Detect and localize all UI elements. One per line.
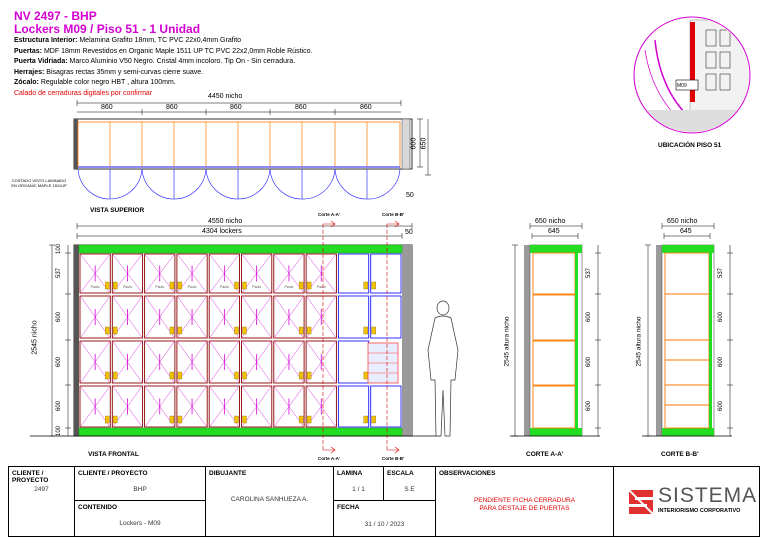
brand-tagline: INTERIORISMO CORPORATIVO — [658, 508, 741, 514]
section-a-inner-dim: 645 — [548, 228, 560, 235]
digital-lock-icon — [372, 327, 376, 334]
project-code-cell: CLIENTE / PROYECTO 2497 — [9, 467, 75, 536]
digital-lock-icon — [113, 282, 117, 289]
sheet-cell: LAMINA 1 / 1 — [334, 467, 384, 501]
location-tag: M09 — [677, 83, 687, 89]
door-tag-label: Paulo — [90, 285, 100, 289]
spec-line: Estructura Interior: Melamina Grafito 18mm, TC PVC 22x0,4mm Grafito — [14, 37, 242, 44]
section-b-row-dim: 537 — [718, 267, 725, 279]
cut-a-marker-bottom: Corte A-A' — [318, 456, 340, 461]
front-gap-dim: 50 — [405, 229, 413, 236]
section-a-width-dim: 650 nicho — [535, 218, 566, 225]
digital-lock-icon — [307, 282, 311, 289]
digital-lock-icon — [243, 416, 247, 423]
front-row-dim: 100 — [56, 425, 63, 437]
section-b-height-dim: 2545 altura nicho — [635, 316, 643, 367]
digital-lock-icon — [299, 372, 303, 379]
digital-lock-icon — [364, 327, 368, 334]
section-a-row-dim: 537 — [586, 267, 593, 279]
spec-line: Zócalo: Regulable color negro HBT , altura 100mm. — [14, 79, 176, 86]
digital-lock-icon — [178, 416, 182, 423]
cut-b-marker-bottom: Corte B-B' — [382, 456, 405, 461]
section-a-row-dim: 600 — [586, 311, 593, 323]
title-block — [8, 466, 760, 537]
section-a-row-dim: 600 — [586, 356, 593, 368]
digital-lock-icon — [170, 282, 174, 289]
section-b-width-dim: 650 nicho — [667, 218, 698, 225]
scale-cell: ESCALA S.E — [384, 467, 436, 501]
digital-lock-icon — [235, 416, 239, 423]
plan-view — [74, 100, 431, 199]
plan-view-title: VISTA SUPERIOR — [90, 207, 145, 214]
front-row-dim: 100 — [56, 243, 63, 255]
digital-lock-icon — [372, 282, 376, 289]
section-a-title: CORTE A-A' — [526, 451, 564, 458]
digital-lock-icon — [113, 372, 117, 379]
digital-lock-icon — [235, 327, 239, 334]
section-b-row-dim: 600 — [718, 356, 725, 368]
front-row-dim: 600 — [56, 356, 63, 368]
section-b-row-dim: 600 — [718, 400, 725, 412]
spec-line: Puerta Vidriada: Marco Aluminio V50 Negro. Cristal 4mm incoloro. Tip On - Sin cerradura. — [14, 58, 296, 65]
brand-name: SISTEMA — [658, 484, 758, 507]
door-tag-label: Paulo — [187, 285, 197, 289]
digital-lock-icon — [178, 282, 182, 289]
date-cell: FECHA 31 / 10 / 2023 — [334, 501, 436, 536]
content-cell: CONTENIDO Lockers - M09 — [75, 501, 206, 536]
front-row-dim: 537 — [56, 267, 63, 279]
door-tag-label: Paulo — [155, 285, 165, 289]
digital-lock-icon — [178, 372, 182, 379]
digital-lock-icon — [364, 416, 368, 423]
plan-gap-dim: 50 — [406, 192, 414, 199]
section-b-inner-dim: 645 — [680, 228, 692, 235]
brand-cell — [614, 467, 759, 536]
door-tag-label: Paulo — [284, 285, 294, 289]
digital-lock-icon — [307, 416, 311, 423]
digital-lock-icon — [299, 282, 303, 289]
plan-depth-dim: 600 — [410, 137, 418, 150]
digital-lock-icon — [105, 327, 109, 334]
human-scale-figure — [428, 301, 458, 436]
front-overall-dim: 4550 nicho — [208, 218, 243, 225]
spec-line: Puertas: MDF 18mm Revestidos en Organic Maple 1511 UP TC PVC 22x2,0mm Roble Rústico. — [14, 47, 313, 55]
spec-line: Herrajes: Bisagras rectas 35mm y semi-curvas cierre suave. — [14, 68, 204, 76]
digital-lock-icon — [235, 372, 239, 379]
front-view — [30, 221, 440, 453]
digital-lock-icon — [170, 327, 174, 334]
door-tag-label: Paulo — [316, 285, 326, 289]
front-row-dim: 600 — [56, 311, 63, 323]
section-b-row-dim: 600 — [718, 311, 725, 323]
digital-lock-icon — [364, 282, 368, 289]
plan-side-note: COSTADO VISTO LAMINADO EN ORGANIC MAPLE 1511UP — [11, 178, 67, 188]
plan-module-dim: 860 — [360, 104, 372, 111]
door-tag-label: Paulo — [252, 285, 262, 289]
plan-depth-total-dim: 650 — [420, 137, 428, 150]
digital-lock-icon — [364, 372, 368, 379]
digital-lock-icon — [372, 416, 376, 423]
front-row-dim: 600 — [56, 400, 63, 412]
digital-lock-icon — [170, 372, 174, 379]
digital-lock-icon — [105, 372, 109, 379]
digital-lock-icon — [113, 416, 117, 423]
digital-lock-icon — [243, 372, 247, 379]
plan-overall-dim: 4450 nicho — [208, 93, 243, 100]
drawing-title: Lockers M09 / Piso 51 - 1 Unidad — [14, 22, 201, 36]
digital-lock-icon — [243, 282, 247, 289]
cut-a-marker-top: Corte A-A' — [318, 212, 340, 217]
plan-module-dim: 860 — [295, 104, 307, 111]
digital-lock-icon — [243, 327, 247, 334]
cut-b-marker-top: Corte B-B' — [382, 212, 405, 217]
front-lockers-dim: 4304 lockers — [202, 228, 242, 235]
sistema-logo-icon — [626, 487, 656, 517]
digital-lock-icon — [307, 327, 311, 334]
digital-lock-icon — [113, 327, 117, 334]
digital-lock-icon — [299, 327, 303, 334]
digital-lock-icon — [235, 282, 239, 289]
location-plan — [634, 17, 750, 140]
section-a-row-dim: 600 — [586, 400, 593, 412]
plan-module-dim: 860 — [166, 104, 178, 111]
observations-cell: OBSERVACIONES PENDIENTE FICHA CERRADURA PARA DESTAJE DE PUERTAS — [436, 467, 614, 536]
digital-lock-icon — [299, 416, 303, 423]
digital-lock-icon — [178, 327, 182, 334]
digital-lock-icon — [105, 416, 109, 423]
project-number: NV 2497 - BHP — [14, 9, 97, 23]
lock-note: Calado de cerraduras digitales por confirmar — [14, 89, 153, 97]
digital-lock-icon — [307, 372, 311, 379]
plan-module-dim: 860 — [230, 104, 242, 111]
digital-lock-icon — [170, 416, 174, 423]
door-tag-label: Paulo — [122, 285, 132, 289]
section-b-title: CORTE B-B' — [661, 451, 699, 458]
digital-lock-icon — [105, 282, 109, 289]
door-tag-label: Paulo — [219, 285, 229, 289]
front-height-dim: 2545 nicho — [31, 320, 39, 355]
front-view-title: VISTA FRONTAL — [88, 451, 139, 458]
location-title: UBICACIÓN PISO 51 — [658, 142, 722, 149]
drawer-cell: DIBUJANTE CAROLINA SANHUEZA A. — [206, 467, 334, 536]
section-a-height-dim: 2545 altura nicho — [503, 316, 511, 367]
client-cell: CLIENTE / PROYECTO BHP — [75, 467, 206, 501]
plan-module-dim: 860 — [101, 104, 113, 111]
